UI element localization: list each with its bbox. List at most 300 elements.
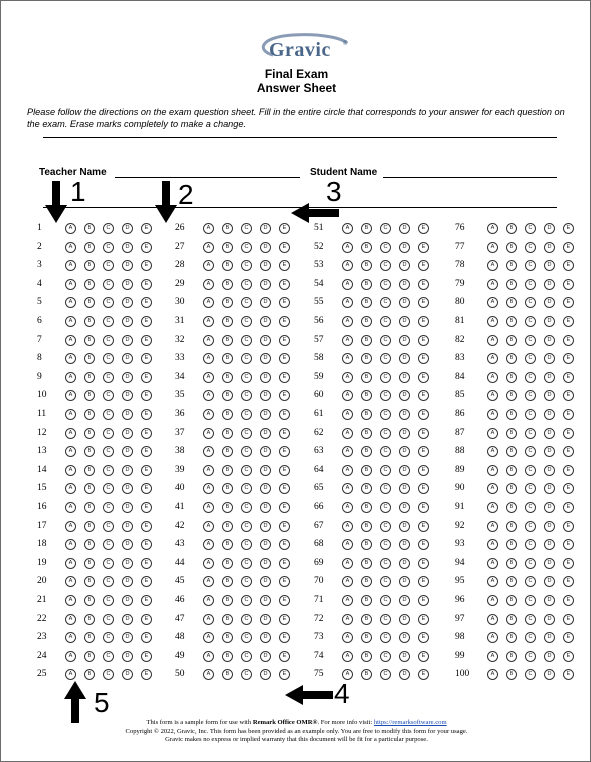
answer-bubble-e[interactable]: E <box>418 223 429 234</box>
answer-bubble-e[interactable]: E <box>418 242 429 253</box>
answer-bubble-d[interactable]: D <box>399 353 410 364</box>
answer-bubble-d[interactable]: D <box>399 614 410 625</box>
answer-bubble-e[interactable]: E <box>418 539 429 550</box>
answer-bubble-e[interactable]: E <box>418 297 429 308</box>
answer-bubble-b[interactable]: B <box>506 335 517 346</box>
answer-bubble-e[interactable]: E <box>279 651 290 662</box>
answer-bubble-a[interactable]: A <box>65 390 76 401</box>
answer-bubble-b[interactable]: B <box>84 279 95 290</box>
answer-bubble-c[interactable]: C <box>380 279 391 290</box>
answer-bubble-a[interactable]: A <box>65 223 76 234</box>
answer-bubble-b[interactable]: B <box>506 558 517 569</box>
answer-bubble-e[interactable]: E <box>563 558 574 569</box>
answer-bubble-a[interactable]: A <box>342 390 353 401</box>
answer-bubble-a[interactable]: A <box>487 335 498 346</box>
answer-bubble-c[interactable]: C <box>380 353 391 364</box>
answer-bubble-c[interactable]: C <box>103 409 114 420</box>
answer-bubble-e[interactable]: E <box>563 353 574 364</box>
answer-bubble-c[interactable]: C <box>241 335 252 346</box>
answer-bubble-e[interactable]: E <box>141 446 152 457</box>
answer-bubble-b[interactable]: B <box>361 632 372 643</box>
answer-bubble-b[interactable]: B <box>506 539 517 550</box>
answer-bubble-d[interactable]: D <box>122 372 133 383</box>
answer-bubble-d[interactable]: D <box>544 335 555 346</box>
answer-bubble-a[interactable]: A <box>203 242 214 253</box>
answer-bubble-b[interactable]: B <box>361 335 372 346</box>
answer-bubble-b[interactable]: B <box>361 279 372 290</box>
answer-bubble-c[interactable]: C <box>103 483 114 494</box>
answer-bubble-d[interactable]: D <box>122 576 133 587</box>
answer-bubble-e[interactable]: E <box>563 260 574 271</box>
answer-bubble-a[interactable]: A <box>487 409 498 420</box>
answer-bubble-b[interactable]: B <box>222 223 233 234</box>
answer-bubble-b[interactable]: B <box>222 279 233 290</box>
answer-bubble-d[interactable]: D <box>544 651 555 662</box>
answer-bubble-e[interactable]: E <box>418 353 429 364</box>
answer-bubble-c[interactable]: C <box>103 465 114 476</box>
answer-bubble-c[interactable]: C <box>241 223 252 234</box>
answer-bubble-d[interactable]: D <box>122 297 133 308</box>
answer-bubble-c[interactable]: C <box>103 446 114 457</box>
answer-bubble-e[interactable]: E <box>279 521 290 532</box>
answer-bubble-c[interactable]: C <box>241 409 252 420</box>
answer-bubble-e[interactable]: E <box>563 242 574 253</box>
answer-bubble-b[interactable]: B <box>506 279 517 290</box>
answer-bubble-b[interactable]: B <box>84 502 95 513</box>
answer-bubble-b[interactable]: B <box>506 595 517 606</box>
answer-bubble-d[interactable]: D <box>399 242 410 253</box>
answer-bubble-c[interactable]: C <box>241 428 252 439</box>
answer-bubble-b[interactable]: B <box>84 558 95 569</box>
answer-bubble-d[interactable]: D <box>260 651 271 662</box>
answer-bubble-a[interactable]: A <box>487 483 498 494</box>
answer-bubble-b[interactable]: B <box>506 316 517 327</box>
answer-bubble-d[interactable]: D <box>544 521 555 532</box>
answer-bubble-d[interactable]: D <box>399 316 410 327</box>
answer-bubble-d[interactable]: D <box>399 223 410 234</box>
answer-bubble-e[interactable]: E <box>141 372 152 383</box>
answer-bubble-a[interactable]: A <box>203 390 214 401</box>
answer-bubble-a[interactable]: A <box>487 595 498 606</box>
answer-bubble-d[interactable]: D <box>399 539 410 550</box>
answer-bubble-a[interactable]: A <box>487 428 498 439</box>
student-name-line[interactable] <box>383 177 557 178</box>
answer-bubble-b[interactable]: B <box>506 651 517 662</box>
answer-bubble-b[interactable]: B <box>222 483 233 494</box>
answer-bubble-a[interactable]: A <box>342 502 353 513</box>
answer-bubble-d[interactable]: D <box>544 465 555 476</box>
answer-bubble-d[interactable]: D <box>399 595 410 606</box>
answer-bubble-e[interactable]: E <box>418 428 429 439</box>
answer-bubble-e[interactable]: E <box>141 279 152 290</box>
answer-bubble-b[interactable]: B <box>84 353 95 364</box>
answer-bubble-d[interactable]: D <box>260 595 271 606</box>
answer-bubble-d[interactable]: D <box>544 242 555 253</box>
answer-bubble-e[interactable]: E <box>418 632 429 643</box>
answer-bubble-d[interactable]: D <box>260 614 271 625</box>
answer-bubble-d[interactable]: D <box>122 558 133 569</box>
answer-bubble-d[interactable]: D <box>260 483 271 494</box>
answer-bubble-e[interactable]: E <box>279 353 290 364</box>
answer-bubble-c[interactable]: C <box>103 669 114 680</box>
answer-bubble-c[interactable]: C <box>380 651 391 662</box>
answer-bubble-b[interactable]: B <box>361 595 372 606</box>
answer-bubble-d[interactable]: D <box>122 465 133 476</box>
answer-bubble-e[interactable]: E <box>141 576 152 587</box>
answer-bubble-c[interactable]: C <box>525 316 536 327</box>
answer-bubble-d[interactable]: D <box>399 465 410 476</box>
answer-bubble-e[interactable]: E <box>141 297 152 308</box>
answer-bubble-d[interactable]: D <box>122 595 133 606</box>
answer-bubble-b[interactable]: B <box>506 521 517 532</box>
answer-bubble-d[interactable]: D <box>399 521 410 532</box>
answer-bubble-d[interactable]: D <box>122 409 133 420</box>
answer-bubble-e[interactable]: E <box>279 502 290 513</box>
answer-bubble-a[interactable]: A <box>342 483 353 494</box>
answer-bubble-e[interactable]: E <box>279 576 290 587</box>
answer-bubble-b[interactable]: B <box>506 372 517 383</box>
answer-bubble-e[interactable]: E <box>279 483 290 494</box>
answer-bubble-d[interactable]: D <box>399 651 410 662</box>
answer-bubble-c[interactable]: C <box>241 539 252 550</box>
answer-bubble-a[interactable]: A <box>65 502 76 513</box>
answer-bubble-a[interactable]: A <box>203 428 214 439</box>
answer-bubble-c[interactable]: C <box>525 539 536 550</box>
answer-bubble-c[interactable]: C <box>380 242 391 253</box>
answer-bubble-c[interactable]: C <box>103 279 114 290</box>
answer-bubble-c[interactable]: C <box>380 260 391 271</box>
answer-bubble-b[interactable]: B <box>361 651 372 662</box>
answer-bubble-c[interactable]: C <box>241 595 252 606</box>
answer-bubble-b[interactable]: B <box>506 260 517 271</box>
answer-bubble-e[interactable]: E <box>279 223 290 234</box>
answer-bubble-d[interactable]: D <box>122 260 133 271</box>
answer-bubble-e[interactable]: E <box>563 669 574 680</box>
answer-bubble-a[interactable]: A <box>342 595 353 606</box>
answer-bubble-c[interactable]: C <box>241 483 252 494</box>
answer-bubble-b[interactable]: B <box>84 316 95 327</box>
answer-bubble-a[interactable]: A <box>65 353 76 364</box>
answer-bubble-d[interactable]: D <box>544 353 555 364</box>
answer-bubble-e[interactable]: E <box>141 651 152 662</box>
answer-bubble-c[interactable]: C <box>525 446 536 457</box>
answer-bubble-c[interactable]: C <box>380 335 391 346</box>
answer-bubble-c[interactable]: C <box>241 502 252 513</box>
answer-bubble-a[interactable]: A <box>342 614 353 625</box>
answer-bubble-a[interactable]: A <box>203 465 214 476</box>
answer-bubble-e[interactable]: E <box>563 502 574 513</box>
answer-bubble-c[interactable]: C <box>525 483 536 494</box>
answer-bubble-c[interactable]: C <box>103 260 114 271</box>
answer-bubble-b[interactable]: B <box>222 539 233 550</box>
answer-bubble-b[interactable]: B <box>222 465 233 476</box>
answer-bubble-d[interactable]: D <box>260 390 271 401</box>
answer-bubble-a[interactable]: A <box>342 576 353 587</box>
answer-bubble-a[interactable]: A <box>203 632 214 643</box>
answer-bubble-e[interactable]: E <box>563 446 574 457</box>
answer-bubble-b[interactable]: B <box>222 614 233 625</box>
answer-bubble-e[interactable]: E <box>418 558 429 569</box>
answer-bubble-b[interactable]: B <box>506 614 517 625</box>
answer-bubble-b[interactable]: B <box>222 669 233 680</box>
answer-bubble-c[interactable]: C <box>525 223 536 234</box>
answer-bubble-d[interactable]: D <box>544 558 555 569</box>
answer-bubble-c[interactable]: C <box>103 539 114 550</box>
answer-bubble-d[interactable]: D <box>544 539 555 550</box>
footer-link[interactable]: https://remarksoftware.com <box>373 719 447 726</box>
answer-bubble-c[interactable]: C <box>241 353 252 364</box>
answer-bubble-d[interactable]: D <box>122 521 133 532</box>
answer-bubble-a[interactable]: A <box>65 335 76 346</box>
answer-bubble-b[interactable]: B <box>84 669 95 680</box>
answer-bubble-a[interactable]: A <box>65 632 76 643</box>
answer-bubble-a[interactable]: A <box>203 651 214 662</box>
answer-bubble-a[interactable]: A <box>65 539 76 550</box>
answer-bubble-e[interactable]: E <box>279 632 290 643</box>
answer-bubble-c[interactable]: C <box>241 614 252 625</box>
answer-bubble-a[interactable]: A <box>203 669 214 680</box>
answer-bubble-a[interactable]: A <box>65 465 76 476</box>
answer-bubble-c[interactable]: C <box>241 242 252 253</box>
answer-bubble-e[interactable]: E <box>141 669 152 680</box>
answer-bubble-e[interactable]: E <box>563 316 574 327</box>
answer-bubble-c[interactable]: C <box>380 539 391 550</box>
answer-bubble-e[interactable]: E <box>141 390 152 401</box>
answer-bubble-e[interactable]: E <box>141 614 152 625</box>
answer-bubble-b[interactable]: B <box>222 446 233 457</box>
answer-bubble-d[interactable]: D <box>122 316 133 327</box>
answer-bubble-d[interactable]: D <box>122 614 133 625</box>
answer-bubble-d[interactable]: D <box>544 409 555 420</box>
answer-bubble-b[interactable]: B <box>222 372 233 383</box>
answer-bubble-b[interactable]: B <box>222 242 233 253</box>
answer-bubble-a[interactable]: A <box>487 521 498 532</box>
answer-bubble-b[interactable]: B <box>84 372 95 383</box>
answer-bubble-e[interactable]: E <box>141 316 152 327</box>
answer-bubble-e[interactable]: E <box>279 669 290 680</box>
answer-bubble-d[interactable]: D <box>544 483 555 494</box>
answer-bubble-c[interactable]: C <box>525 632 536 643</box>
answer-bubble-e[interactable]: E <box>563 614 574 625</box>
answer-bubble-d[interactable]: D <box>399 558 410 569</box>
answer-bubble-c[interactable]: C <box>241 297 252 308</box>
answer-bubble-d[interactable]: D <box>399 279 410 290</box>
answer-bubble-d[interactable]: D <box>544 297 555 308</box>
answer-bubble-e[interactable]: E <box>563 390 574 401</box>
answer-bubble-a[interactable]: A <box>203 260 214 271</box>
answer-bubble-a[interactable]: A <box>342 297 353 308</box>
answer-bubble-e[interactable]: E <box>418 390 429 401</box>
answer-bubble-b[interactable]: B <box>84 632 95 643</box>
answer-bubble-b[interactable]: B <box>506 242 517 253</box>
answer-bubble-b[interactable]: B <box>222 558 233 569</box>
answer-bubble-e[interactable]: E <box>141 335 152 346</box>
answer-bubble-e[interactable]: E <box>563 223 574 234</box>
answer-bubble-b[interactable]: B <box>222 316 233 327</box>
teacher-name-line[interactable] <box>115 177 300 178</box>
answer-bubble-b[interactable]: B <box>222 260 233 271</box>
answer-bubble-b[interactable]: B <box>361 465 372 476</box>
answer-bubble-a[interactable]: A <box>487 651 498 662</box>
answer-bubble-b[interactable]: B <box>506 353 517 364</box>
answer-bubble-a[interactable]: A <box>342 279 353 290</box>
answer-bubble-d[interactable]: D <box>544 502 555 513</box>
answer-bubble-e[interactable]: E <box>141 428 152 439</box>
answer-bubble-c[interactable]: C <box>380 446 391 457</box>
answer-bubble-a[interactable]: A <box>203 316 214 327</box>
answer-bubble-e[interactable]: E <box>418 595 429 606</box>
answer-bubble-e[interactable]: E <box>279 428 290 439</box>
answer-bubble-b[interactable]: B <box>84 446 95 457</box>
answer-bubble-e[interactable]: E <box>418 669 429 680</box>
answer-bubble-d[interactable]: D <box>260 632 271 643</box>
answer-bubble-d[interactable]: D <box>399 260 410 271</box>
answer-bubble-c[interactable]: C <box>380 390 391 401</box>
answer-bubble-a[interactable]: A <box>487 465 498 476</box>
answer-bubble-d[interactable]: D <box>544 316 555 327</box>
answer-bubble-e[interactable]: E <box>563 651 574 662</box>
answer-bubble-a[interactable]: A <box>65 651 76 662</box>
answer-bubble-e[interactable]: E <box>418 502 429 513</box>
answer-bubble-a[interactable]: A <box>203 279 214 290</box>
answer-bubble-c[interactable]: C <box>103 223 114 234</box>
answer-bubble-c[interactable]: C <box>103 632 114 643</box>
answer-bubble-a[interactable]: A <box>487 390 498 401</box>
answer-bubble-c[interactable]: C <box>380 521 391 532</box>
answer-bubble-b[interactable]: B <box>84 297 95 308</box>
answer-bubble-c[interactable]: C <box>380 223 391 234</box>
answer-bubble-e[interactable]: E <box>418 651 429 662</box>
answer-bubble-a[interactable]: A <box>487 558 498 569</box>
answer-bubble-d[interactable]: D <box>399 390 410 401</box>
answer-bubble-a[interactable]: A <box>342 651 353 662</box>
answer-bubble-e[interactable]: E <box>279 614 290 625</box>
answer-bubble-d[interactable]: D <box>260 297 271 308</box>
answer-bubble-a[interactable]: A <box>65 260 76 271</box>
answer-bubble-c[interactable]: C <box>525 409 536 420</box>
answer-bubble-d[interactable]: D <box>122 669 133 680</box>
answer-bubble-d[interactable]: D <box>399 446 410 457</box>
answer-bubble-e[interactable]: E <box>563 297 574 308</box>
answer-bubble-a[interactable]: A <box>203 297 214 308</box>
answer-bubble-c[interactable]: C <box>380 576 391 587</box>
answer-bubble-b[interactable]: B <box>361 223 372 234</box>
answer-bubble-b[interactable]: B <box>222 651 233 662</box>
answer-bubble-d[interactable]: D <box>544 279 555 290</box>
answer-bubble-a[interactable]: A <box>487 223 498 234</box>
answer-bubble-c[interactable]: C <box>380 428 391 439</box>
answer-bubble-d[interactable]: D <box>399 632 410 643</box>
answer-bubble-e[interactable]: E <box>279 297 290 308</box>
answer-bubble-d[interactable]: D <box>399 335 410 346</box>
answer-bubble-b[interactable]: B <box>84 521 95 532</box>
answer-bubble-d[interactable]: D <box>260 223 271 234</box>
answer-bubble-b[interactable]: B <box>84 335 95 346</box>
answer-bubble-c[interactable]: C <box>525 502 536 513</box>
answer-bubble-e[interactable]: E <box>279 465 290 476</box>
answer-bubble-e[interactable]: E <box>141 558 152 569</box>
answer-bubble-a[interactable]: A <box>487 372 498 383</box>
answer-bubble-d[interactable]: D <box>399 483 410 494</box>
answer-bubble-d[interactable]: D <box>122 651 133 662</box>
answer-bubble-a[interactable]: A <box>342 632 353 643</box>
answer-bubble-e[interactable]: E <box>279 316 290 327</box>
answer-bubble-b[interactable]: B <box>84 223 95 234</box>
answer-bubble-b[interactable]: B <box>361 521 372 532</box>
answer-bubble-d[interactable]: D <box>544 576 555 587</box>
answer-bubble-c[interactable]: C <box>380 316 391 327</box>
answer-bubble-c[interactable]: C <box>103 242 114 253</box>
answer-bubble-a[interactable]: A <box>342 521 353 532</box>
answer-bubble-b[interactable]: B <box>222 502 233 513</box>
answer-bubble-a[interactable]: A <box>65 576 76 587</box>
answer-bubble-e[interactable]: E <box>563 483 574 494</box>
answer-bubble-e[interactable]: E <box>418 316 429 327</box>
answer-bubble-b[interactable]: B <box>506 428 517 439</box>
answer-bubble-c[interactable]: C <box>380 465 391 476</box>
answer-bubble-e[interactable]: E <box>563 409 574 420</box>
answer-bubble-b[interactable]: B <box>506 465 517 476</box>
answer-bubble-a[interactable]: A <box>203 539 214 550</box>
answer-bubble-d[interactable]: D <box>544 390 555 401</box>
answer-bubble-a[interactable]: A <box>65 279 76 290</box>
answer-bubble-d[interactable]: D <box>122 335 133 346</box>
answer-bubble-d[interactable]: D <box>122 446 133 457</box>
answer-bubble-c[interactable]: C <box>380 502 391 513</box>
answer-bubble-c[interactable]: C <box>525 279 536 290</box>
answer-bubble-a[interactable]: A <box>65 669 76 680</box>
answer-bubble-e[interactable]: E <box>141 260 152 271</box>
answer-bubble-d[interactable]: D <box>260 558 271 569</box>
answer-bubble-b[interactable]: B <box>84 260 95 271</box>
answer-bubble-d[interactable]: D <box>544 446 555 457</box>
answer-bubble-c[interactable]: C <box>380 614 391 625</box>
answer-bubble-c[interactable]: C <box>525 558 536 569</box>
answer-bubble-d[interactable]: D <box>260 409 271 420</box>
answer-bubble-c[interactable]: C <box>241 446 252 457</box>
answer-bubble-e[interactable]: E <box>141 539 152 550</box>
answer-bubble-a[interactable]: A <box>487 297 498 308</box>
answer-bubble-d[interactable]: D <box>399 297 410 308</box>
answer-bubble-b[interactable]: B <box>361 614 372 625</box>
answer-bubble-d[interactable]: D <box>122 632 133 643</box>
answer-bubble-c[interactable]: C <box>525 372 536 383</box>
answer-bubble-d[interactable]: D <box>122 483 133 494</box>
answer-bubble-c[interactable]: C <box>103 335 114 346</box>
answer-bubble-b[interactable]: B <box>222 297 233 308</box>
answer-bubble-a[interactable]: A <box>342 539 353 550</box>
answer-bubble-c[interactable]: C <box>380 632 391 643</box>
answer-bubble-b[interactable]: B <box>84 428 95 439</box>
answer-bubble-c[interactable]: C <box>241 558 252 569</box>
answer-bubble-b[interactable]: B <box>222 595 233 606</box>
answer-bubble-b[interactable]: B <box>506 446 517 457</box>
answer-bubble-c[interactable]: C <box>103 372 114 383</box>
answer-bubble-a[interactable]: A <box>65 483 76 494</box>
answer-bubble-c[interactable]: C <box>525 428 536 439</box>
answer-bubble-d[interactable]: D <box>260 260 271 271</box>
answer-bubble-d[interactable]: D <box>122 242 133 253</box>
answer-bubble-c[interactable]: C <box>525 614 536 625</box>
answer-bubble-a[interactable]: A <box>487 242 498 253</box>
answer-bubble-b[interactable]: B <box>506 669 517 680</box>
answer-bubble-c[interactable]: C <box>103 428 114 439</box>
answer-bubble-a[interactable]: A <box>342 669 353 680</box>
answer-bubble-b[interactable]: B <box>361 669 372 680</box>
answer-bubble-c[interactable]: C <box>525 576 536 587</box>
answer-bubble-b[interactable]: B <box>222 409 233 420</box>
answer-bubble-c[interactable]: C <box>380 595 391 606</box>
